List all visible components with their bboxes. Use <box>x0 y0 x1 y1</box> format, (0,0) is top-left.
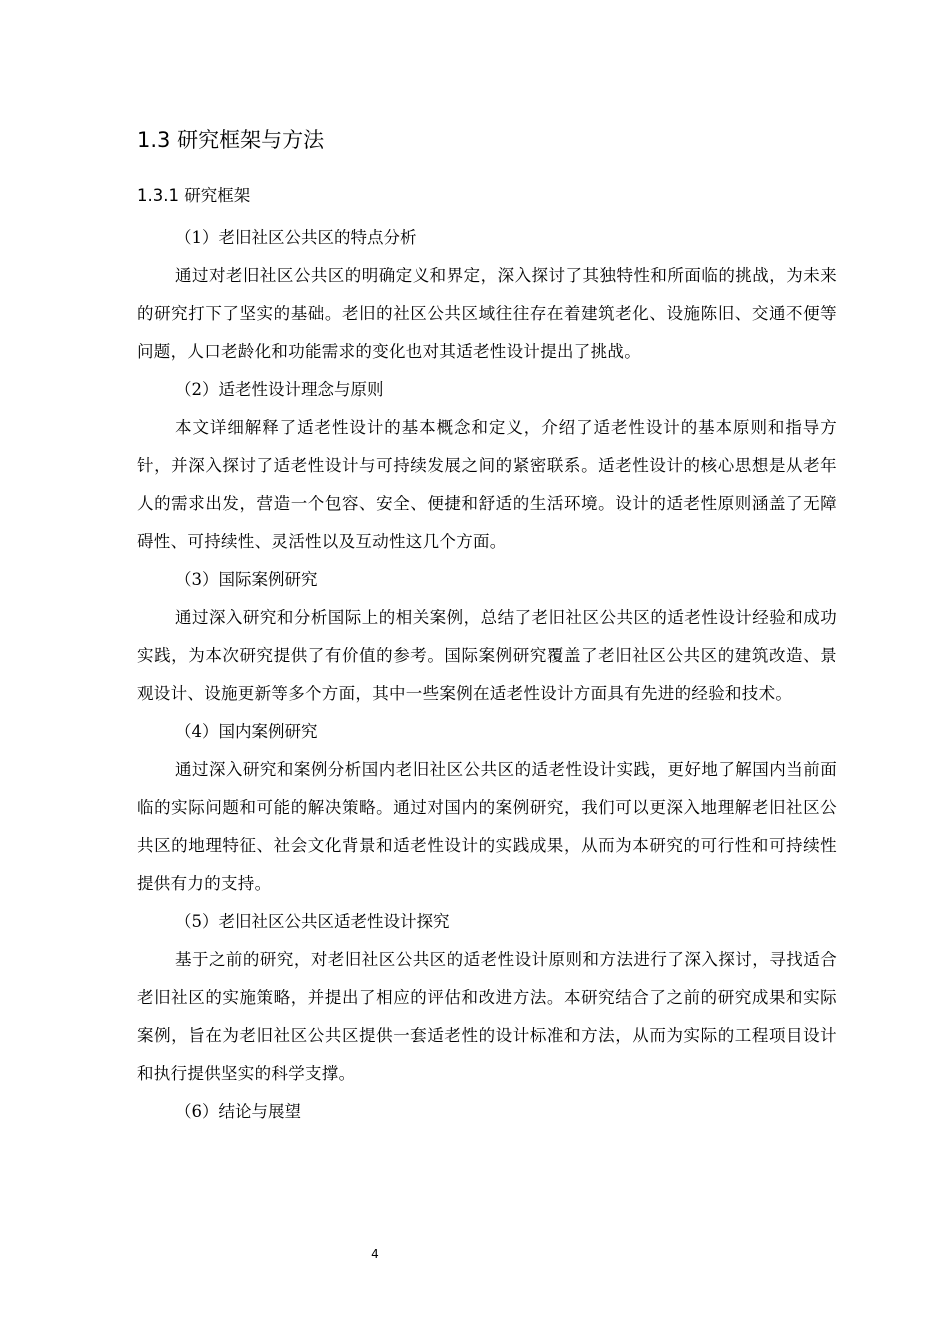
item-1-paragraph: 通过对老旧社区公共区的明确定义和界定，深入探讨了其独特性和所面临的挑战，为未来的研究打下了坚实的基础。老旧的社区公共区域往往存在着建筑老化、设施陈旧、交通不便等问题，人口老龄化和功能需求的变化也对其适老性设计提出了挑战。 <box>137 266 837 361</box>
item-6-title: （6）结论与展望 <box>175 1102 301 1121</box>
body-text <box>137 219 837 1131</box>
item-2-title: （2）适老性设计理念与原则 <box>175 380 384 399</box>
item-3-title: （3）国际案例研究 <box>175 570 318 589</box>
item-5-paragraph: 基于之前的研究，对老旧社区公共区的适老性设计原则和方法进行了深入探讨，寻找适合老旧社区的实施策略，并提出了相应的评估和改进方法。本研究结合了之前的研究成果和实际案例，旨在为老旧社区公共区提供一套适老性的设计标准和方法，从而为实际的工程项目设计和执行提供坚实的科学支撑。 <box>137 950 837 1083</box>
item-4-paragraph: 通过深入研究和案例分析国内老旧社区公共区的适老性设计实践，更好地了解国内当前面临的实际问题和可能的解决策略。通过对国内的案例研究，我们可以更深入地理解老旧社区公共区的地理特征、社会文化背景和适老性设计的实践成果，从而为本研究的可行性和可持续性提供有力的支持。 <box>137 760 837 893</box>
subsection-heading: 1.3.1 研究框架 <box>137 186 251 205</box>
item-1-title: （1）老旧社区公共区的特点分析 <box>175 228 417 247</box>
item-4-title: （4）国内案例研究 <box>175 722 318 741</box>
item-5-title: （5）老旧社区公共区适老性设计探究 <box>175 912 450 931</box>
page-number: 4 <box>371 1247 379 1261</box>
section-heading: 1.3 研究框架与方法 <box>137 128 325 152</box>
item-3-paragraph: 通过深入研究和分析国际上的相关案例，总结了老旧社区公共区的适老性设计经验和成功实践，为本次研究提供了有价值的参考。国际案例研究覆盖了老旧社区公共区的建筑改造、景观设计、设施更新等多个方面，其中一些案例在适老性设计方面具有先进的经验和技术。 <box>137 608 837 703</box>
item-2-paragraph: 本文详细解释了适老性设计的基本概念和定义，介绍了适老性设计的基本原则和指导方针，并深入探讨了适老性设计与可持续发展之间的紧密联系。适老性设计的核心思想是从老年人的需求出发，营造一个包容、安全、便捷和舒适的生活环境。设计的适老性原则涵盖了无障碍性、可持续性、灵活性以及互动性这几个方面。 <box>137 418 837 551</box>
